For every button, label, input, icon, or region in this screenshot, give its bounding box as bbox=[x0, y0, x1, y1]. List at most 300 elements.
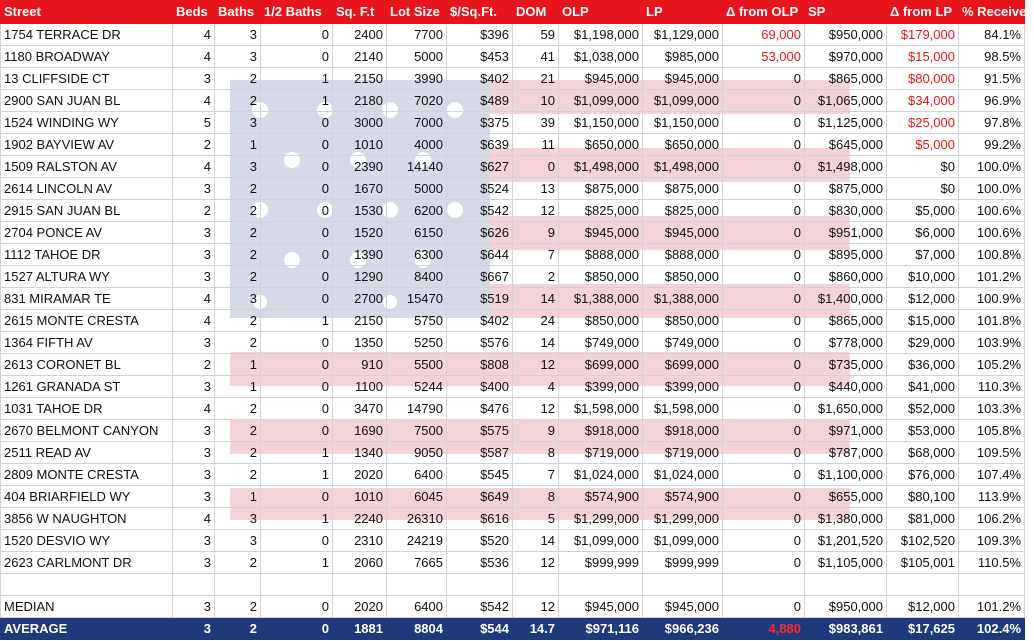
cell-street[interactable]: 1520 DESVIO WY bbox=[1, 530, 173, 552]
cell-sp[interactable]: $1,650,000 bbox=[805, 398, 887, 420]
cell-beds[interactable]: 4 bbox=[173, 90, 215, 112]
cell-half-baths[interactable]: 0 bbox=[261, 332, 333, 354]
cell-sqft[interactable]: 2060 bbox=[333, 552, 387, 574]
empty-cell[interactable] bbox=[723, 574, 805, 596]
cell-lp[interactable]: $999,999 bbox=[643, 552, 723, 574]
header-delta-from-lp[interactable]: Δ from LP bbox=[887, 1, 959, 24]
cell-half-baths[interactable]: 0 bbox=[261, 354, 333, 376]
cell-delta-from-olp[interactable]: 0 bbox=[723, 266, 805, 288]
empty-cell[interactable] bbox=[959, 574, 1025, 596]
cell-half-baths[interactable]: 0 bbox=[261, 266, 333, 288]
cell-olp[interactable]: $1,099,000 bbox=[559, 90, 643, 112]
cell-baths[interactable]: 1 bbox=[215, 486, 261, 508]
header-street[interactable]: Street bbox=[1, 1, 173, 24]
cell-street[interactable]: 1527 ALTURA WY bbox=[1, 266, 173, 288]
cell-beds[interactable]: 3 bbox=[173, 530, 215, 552]
cell-dom[interactable]: 8 bbox=[513, 442, 559, 464]
cell-olp[interactable]: $971,116 bbox=[559, 618, 643, 640]
cell-beds[interactable]: 3 bbox=[173, 244, 215, 266]
header-olp[interactable]: OLP bbox=[559, 1, 643, 24]
cell-sqft[interactable]: 1290 bbox=[333, 266, 387, 288]
cell-lp[interactable]: $399,000 bbox=[643, 376, 723, 398]
cell-delta-from-lp[interactable]: $7,000 bbox=[887, 244, 959, 266]
cell-baths[interactable]: 2 bbox=[215, 178, 261, 200]
cell-beds[interactable]: 4 bbox=[173, 24, 215, 46]
cell-lp[interactable]: $850,000 bbox=[643, 310, 723, 332]
cell-price-per-sqft[interactable]: $626 bbox=[447, 222, 513, 244]
cell-sqft[interactable]: 1530 bbox=[333, 200, 387, 222]
cell-olp[interactable]: $1,024,000 bbox=[559, 464, 643, 486]
cell-percent-received[interactable]: 100.8% bbox=[959, 244, 1025, 266]
cell-lp[interactable]: $1,150,000 bbox=[643, 112, 723, 134]
cell-beds[interactable]: 3 bbox=[173, 68, 215, 90]
cell-sp[interactable]: $1,105,000 bbox=[805, 552, 887, 574]
cell-half-baths[interactable]: 0 bbox=[261, 244, 333, 266]
cell-baths[interactable]: 2 bbox=[215, 552, 261, 574]
cell-price-per-sqft[interactable]: $400 bbox=[447, 376, 513, 398]
cell-baths[interactable]: 3 bbox=[215, 288, 261, 310]
header-price-per-sqft[interactable]: $/Sq.Ft. bbox=[447, 1, 513, 24]
cell-dom[interactable]: 14 bbox=[513, 288, 559, 310]
cell-baths[interactable]: 2 bbox=[215, 420, 261, 442]
cell-sqft[interactable]: 910 bbox=[333, 354, 387, 376]
cell-beds[interactable]: 3 bbox=[173, 332, 215, 354]
cell-baths[interactable]: 3 bbox=[215, 46, 261, 68]
cell-delta-from-olp[interactable]: 0 bbox=[723, 486, 805, 508]
cell-sp[interactable]: $735,000 bbox=[805, 354, 887, 376]
cell-percent-received[interactable]: 103.3% bbox=[959, 398, 1025, 420]
cell-delta-from-olp[interactable]: 0 bbox=[723, 90, 805, 112]
cell-street[interactable]: 1031 TAHOE DR bbox=[1, 398, 173, 420]
cell-sqft[interactable]: 1340 bbox=[333, 442, 387, 464]
cell-lp[interactable]: $888,000 bbox=[643, 244, 723, 266]
cell-street[interactable]: 13 CLIFFSIDE CT bbox=[1, 68, 173, 90]
cell-delta-from-lp[interactable]: $179,000 bbox=[887, 24, 959, 46]
cell-delta-from-lp[interactable]: $12,000 bbox=[887, 288, 959, 310]
header-delta-from-olp[interactable]: Δ from OLP bbox=[723, 1, 805, 24]
cell-olp[interactable]: $699,000 bbox=[559, 354, 643, 376]
cell-olp[interactable]: $1,388,000 bbox=[559, 288, 643, 310]
cell-percent-received[interactable]: 102.4% bbox=[959, 618, 1025, 640]
cell-sp[interactable]: $895,000 bbox=[805, 244, 887, 266]
cell-olp[interactable]: $1,038,000 bbox=[559, 46, 643, 68]
cell-half-baths[interactable]: 1 bbox=[261, 508, 333, 530]
cell-lot-size[interactable]: 6300 bbox=[387, 244, 447, 266]
cell-olp[interactable]: $650,000 bbox=[559, 134, 643, 156]
cell-baths[interactable]: 1 bbox=[215, 354, 261, 376]
cell-delta-from-lp[interactable]: $80,100 bbox=[887, 486, 959, 508]
cell-lot-size[interactable]: 5500 bbox=[387, 354, 447, 376]
cell-lp[interactable]: $699,000 bbox=[643, 354, 723, 376]
cell-delta-from-olp[interactable]: 0 bbox=[723, 464, 805, 486]
cell-beds[interactable]: 3 bbox=[173, 552, 215, 574]
cell-olp[interactable]: $945,000 bbox=[559, 596, 643, 618]
cell-half-baths[interactable]: 0 bbox=[261, 376, 333, 398]
cell-sp[interactable]: $950,000 bbox=[805, 24, 887, 46]
cell-sqft[interactable]: 3000 bbox=[333, 112, 387, 134]
cell-sqft[interactable]: 2140 bbox=[333, 46, 387, 68]
cell-dom[interactable]: 0 bbox=[513, 156, 559, 178]
empty-cell[interactable] bbox=[559, 574, 643, 596]
cell-sqft[interactable]: 2150 bbox=[333, 310, 387, 332]
cell-delta-from-olp[interactable]: 0 bbox=[723, 134, 805, 156]
cell-lp[interactable]: $1,498,000 bbox=[643, 156, 723, 178]
cell-lot-size[interactable]: 6045 bbox=[387, 486, 447, 508]
cell-percent-received[interactable]: 97.8% bbox=[959, 112, 1025, 134]
cell-half-baths[interactable]: 1 bbox=[261, 552, 333, 574]
cell-sqft[interactable]: 2310 bbox=[333, 530, 387, 552]
cell-lot-size[interactable]: 4000 bbox=[387, 134, 447, 156]
cell-half-baths[interactable]: 0 bbox=[261, 200, 333, 222]
cell-sp[interactable]: $875,000 bbox=[805, 178, 887, 200]
header-sqft[interactable]: Sq. F.t bbox=[333, 1, 387, 24]
cell-price-per-sqft[interactable]: $587 bbox=[447, 442, 513, 464]
cell-beds[interactable]: 5 bbox=[173, 112, 215, 134]
cell-delta-from-lp[interactable]: $76,000 bbox=[887, 464, 959, 486]
cell-beds[interactable]: 4 bbox=[173, 288, 215, 310]
cell-delta-from-lp[interactable]: $10,000 bbox=[887, 266, 959, 288]
cell-delta-from-olp[interactable]: 0 bbox=[723, 442, 805, 464]
cell-delta-from-olp[interactable]: 0 bbox=[723, 244, 805, 266]
cell-percent-received[interactable]: 113.9% bbox=[959, 486, 1025, 508]
cell-beds[interactable]: 4 bbox=[173, 156, 215, 178]
cell-price-per-sqft[interactable]: $453 bbox=[447, 46, 513, 68]
cell-delta-from-olp[interactable]: 0 bbox=[723, 178, 805, 200]
cell-olp[interactable]: $945,000 bbox=[559, 68, 643, 90]
cell-lot-size[interactable]: 6400 bbox=[387, 464, 447, 486]
cell-delta-from-olp[interactable]: 0 bbox=[723, 420, 805, 442]
cell-percent-received[interactable]: 106.2% bbox=[959, 508, 1025, 530]
cell-percent-received[interactable]: 101.8% bbox=[959, 310, 1025, 332]
cell-delta-from-olp[interactable]: 0 bbox=[723, 222, 805, 244]
cell-half-baths[interactable]: 1 bbox=[261, 464, 333, 486]
cell-lp[interactable]: $749,000 bbox=[643, 332, 723, 354]
cell-sqft[interactable]: 2020 bbox=[333, 464, 387, 486]
cell-delta-from-lp[interactable]: $0 bbox=[887, 178, 959, 200]
cell-price-per-sqft[interactable]: $639 bbox=[447, 134, 513, 156]
cell-delta-from-lp[interactable]: $52,000 bbox=[887, 398, 959, 420]
cell-beds[interactable]: 3 bbox=[173, 178, 215, 200]
cell-dom[interactable]: 41 bbox=[513, 46, 559, 68]
cell-sqft[interactable]: 1690 bbox=[333, 420, 387, 442]
cell-delta-from-olp[interactable]: 69,000 bbox=[723, 24, 805, 46]
cell-street[interactable]: 831 MIRAMAR TE bbox=[1, 288, 173, 310]
cell-baths[interactable]: 2 bbox=[215, 596, 261, 618]
cell-half-baths[interactable]: 1 bbox=[261, 90, 333, 112]
cell-percent-received[interactable]: 84.1% bbox=[959, 24, 1025, 46]
cell-lp[interactable]: $918,000 bbox=[643, 420, 723, 442]
cell-dom[interactable]: 12 bbox=[513, 354, 559, 376]
cell-lot-size[interactable]: 5750 bbox=[387, 310, 447, 332]
cell-dom[interactable]: 5 bbox=[513, 508, 559, 530]
cell-half-baths[interactable]: 0 bbox=[261, 112, 333, 134]
cell-delta-from-olp[interactable]: 0 bbox=[723, 530, 805, 552]
cell-dom[interactable]: 12 bbox=[513, 398, 559, 420]
empty-cell[interactable] bbox=[215, 574, 261, 596]
cell-olp[interactable]: $1,150,000 bbox=[559, 112, 643, 134]
cell-delta-from-olp[interactable]: 0 bbox=[723, 398, 805, 420]
cell-price-per-sqft[interactable]: $520 bbox=[447, 530, 513, 552]
cell-lot-size[interactable]: 6400 bbox=[387, 596, 447, 618]
cell-delta-from-lp[interactable]: $25,000 bbox=[887, 112, 959, 134]
cell-percent-received[interactable]: 99.2% bbox=[959, 134, 1025, 156]
cell-lot-size[interactable]: 7700 bbox=[387, 24, 447, 46]
cell-lp[interactable]: $1,129,000 bbox=[643, 24, 723, 46]
cell-beds[interactable]: 2 bbox=[173, 200, 215, 222]
cell-price-per-sqft[interactable]: $536 bbox=[447, 552, 513, 574]
cell-delta-from-lp[interactable]: $5,000 bbox=[887, 200, 959, 222]
empty-cell[interactable] bbox=[261, 574, 333, 596]
cell-delta-from-lp[interactable]: $41,000 bbox=[887, 376, 959, 398]
header-beds[interactable]: Beds bbox=[173, 1, 215, 24]
cell-baths[interactable]: 2 bbox=[215, 442, 261, 464]
empty-cell[interactable] bbox=[333, 574, 387, 596]
cell-sqft[interactable]: 1010 bbox=[333, 486, 387, 508]
cell-price-per-sqft[interactable]: $402 bbox=[447, 310, 513, 332]
cell-delta-from-olp[interactable]: 0 bbox=[723, 288, 805, 310]
cell-street[interactable]: 1902 BAYVIEW AV bbox=[1, 134, 173, 156]
cell-baths[interactable]: 2 bbox=[215, 398, 261, 420]
cell-olp[interactable]: $850,000 bbox=[559, 266, 643, 288]
cell-sp[interactable]: $983,861 bbox=[805, 618, 887, 640]
cell-street[interactable]: 2670 BELMONT CANYON bbox=[1, 420, 173, 442]
cell-olp[interactable]: $918,000 bbox=[559, 420, 643, 442]
empty-cell[interactable] bbox=[173, 574, 215, 596]
cell-dom[interactable]: 12 bbox=[513, 200, 559, 222]
cell-price-per-sqft[interactable]: $627 bbox=[447, 156, 513, 178]
cell-sp[interactable]: $865,000 bbox=[805, 68, 887, 90]
cell-lot-size[interactable]: 7020 bbox=[387, 90, 447, 112]
cell-delta-from-olp[interactable]: 0 bbox=[723, 376, 805, 398]
cell-lp[interactable]: $985,000 bbox=[643, 46, 723, 68]
cell-olp[interactable]: $875,000 bbox=[559, 178, 643, 200]
cell-lp[interactable]: $1,099,000 bbox=[643, 90, 723, 112]
cell-sqft[interactable]: 3470 bbox=[333, 398, 387, 420]
cell-price-per-sqft[interactable]: $545 bbox=[447, 464, 513, 486]
cell-dom[interactable]: 12 bbox=[513, 596, 559, 618]
cell-baths[interactable]: 2 bbox=[215, 266, 261, 288]
cell-price-per-sqft[interactable]: $649 bbox=[447, 486, 513, 508]
cell-lp[interactable]: $1,099,000 bbox=[643, 530, 723, 552]
cell-baths[interactable]: 3 bbox=[215, 530, 261, 552]
cell-lot-size[interactable]: 7000 bbox=[387, 112, 447, 134]
cell-lot-size[interactable]: 6200 bbox=[387, 200, 447, 222]
cell-dom[interactable]: 21 bbox=[513, 68, 559, 90]
cell-baths[interactable]: 2 bbox=[215, 310, 261, 332]
cell-price-per-sqft[interactable]: $402 bbox=[447, 68, 513, 90]
header-percent-received[interactable]: % Received bbox=[959, 1, 1025, 24]
cell-lp[interactable]: $719,000 bbox=[643, 442, 723, 464]
cell-percent-received[interactable]: 100.9% bbox=[959, 288, 1025, 310]
cell-dom[interactable]: 12 bbox=[513, 552, 559, 574]
cell-percent-received[interactable]: 105.2% bbox=[959, 354, 1025, 376]
cell-sqft[interactable]: 1881 bbox=[333, 618, 387, 640]
cell-dom[interactable]: 59 bbox=[513, 24, 559, 46]
cell-lot-size[interactable]: 5250 bbox=[387, 332, 447, 354]
cell-olp[interactable]: $850,000 bbox=[559, 310, 643, 332]
cell-dom[interactable]: 13 bbox=[513, 178, 559, 200]
cell-half-baths[interactable]: 0 bbox=[261, 134, 333, 156]
cell-lp[interactable]: $945,000 bbox=[643, 68, 723, 90]
cell-percent-received[interactable]: 110.5% bbox=[959, 552, 1025, 574]
cell-half-baths[interactable]: 0 bbox=[261, 178, 333, 200]
cell-half-baths[interactable]: 1 bbox=[261, 68, 333, 90]
cell-baths[interactable]: 2 bbox=[215, 618, 261, 640]
cell-street[interactable]: 1261 GRANADA ST bbox=[1, 376, 173, 398]
cell-beds[interactable]: 3 bbox=[173, 486, 215, 508]
cell-half-baths[interactable]: 0 bbox=[261, 596, 333, 618]
cell-baths[interactable]: 3 bbox=[215, 156, 261, 178]
cell-percent-received[interactable]: 96.9% bbox=[959, 90, 1025, 112]
cell-lot-size[interactable]: 8804 bbox=[387, 618, 447, 640]
cell-delta-from-olp[interactable]: 0 bbox=[723, 310, 805, 332]
cell-delta-from-olp[interactable]: 53,000 bbox=[723, 46, 805, 68]
cell-delta-from-lp[interactable]: $81,000 bbox=[887, 508, 959, 530]
cell-sp[interactable]: $830,000 bbox=[805, 200, 887, 222]
cell-dom[interactable]: 14.7 bbox=[513, 618, 559, 640]
cell-delta-from-lp[interactable]: $105,001 bbox=[887, 552, 959, 574]
cell-delta-from-lp[interactable]: $12,000 bbox=[887, 596, 959, 618]
header-lp[interactable]: LP bbox=[643, 1, 723, 24]
cell-half-baths[interactable]: 0 bbox=[261, 420, 333, 442]
cell-olp[interactable]: $945,000 bbox=[559, 222, 643, 244]
cell-dom[interactable]: 11 bbox=[513, 134, 559, 156]
cell-olp[interactable]: $719,000 bbox=[559, 442, 643, 464]
cell-percent-received[interactable]: 91.5% bbox=[959, 68, 1025, 90]
cell-beds[interactable]: 3 bbox=[173, 222, 215, 244]
cell-baths[interactable]: 2 bbox=[215, 244, 261, 266]
cell-percent-received[interactable]: 101.2% bbox=[959, 266, 1025, 288]
cell-dom[interactable]: 7 bbox=[513, 244, 559, 266]
cell-lot-size[interactable]: 5000 bbox=[387, 178, 447, 200]
cell-lp[interactable]: $875,000 bbox=[643, 178, 723, 200]
cell-beds[interactable]: 4 bbox=[173, 508, 215, 530]
cell-half-baths[interactable]: 1 bbox=[261, 442, 333, 464]
cell-street[interactable]: 2614 LINCOLN AV bbox=[1, 178, 173, 200]
cell-beds[interactable]: 3 bbox=[173, 596, 215, 618]
cell-half-baths[interactable]: 0 bbox=[261, 618, 333, 640]
cell-lp[interactable]: $1,299,000 bbox=[643, 508, 723, 530]
cell-baths[interactable]: 1 bbox=[215, 376, 261, 398]
cell-sqft[interactable]: 2390 bbox=[333, 156, 387, 178]
cell-sp[interactable]: $1,065,000 bbox=[805, 90, 887, 112]
cell-sqft[interactable]: 1670 bbox=[333, 178, 387, 200]
cell-dom[interactable]: 14 bbox=[513, 530, 559, 552]
cell-half-baths[interactable]: 0 bbox=[261, 288, 333, 310]
cell-baths[interactable]: 2 bbox=[215, 90, 261, 112]
cell-dom[interactable]: 7 bbox=[513, 464, 559, 486]
cell-percent-received[interactable]: 105.8% bbox=[959, 420, 1025, 442]
cell-lp[interactable]: $1,024,000 bbox=[643, 464, 723, 486]
cell-lot-size[interactable]: 14140 bbox=[387, 156, 447, 178]
cell-beds[interactable]: 4 bbox=[173, 398, 215, 420]
cell-lp[interactable]: $850,000 bbox=[643, 266, 723, 288]
cell-olp[interactable]: $888,000 bbox=[559, 244, 643, 266]
cell-beds[interactable]: 4 bbox=[173, 46, 215, 68]
cell-dom[interactable]: 9 bbox=[513, 222, 559, 244]
cell-street[interactable]: 2623 CARLMONT DR bbox=[1, 552, 173, 574]
cell-street[interactable]: 2704 PONCE AV bbox=[1, 222, 173, 244]
cell-street[interactable]: 2613 CORONET BL bbox=[1, 354, 173, 376]
cell-percent-received[interactable]: 109.5% bbox=[959, 442, 1025, 464]
header-baths[interactable]: Baths bbox=[215, 1, 261, 24]
cell-half-baths[interactable]: 0 bbox=[261, 24, 333, 46]
cell-lot-size[interactable]: 24219 bbox=[387, 530, 447, 552]
cell-percent-received[interactable]: 100.6% bbox=[959, 222, 1025, 244]
cell-olp[interactable]: $399,000 bbox=[559, 376, 643, 398]
cell-lot-size[interactable]: 7665 bbox=[387, 552, 447, 574]
cell-sp[interactable]: $971,000 bbox=[805, 420, 887, 442]
cell-lot-size[interactable]: 7500 bbox=[387, 420, 447, 442]
cell-baths[interactable]: 3 bbox=[215, 508, 261, 530]
cell-lp[interactable]: $1,598,000 bbox=[643, 398, 723, 420]
cell-lot-size[interactable]: 5244 bbox=[387, 376, 447, 398]
empty-cell[interactable] bbox=[643, 574, 723, 596]
cell-delta-from-lp[interactable]: $15,000 bbox=[887, 310, 959, 332]
cell-street[interactable]: 1180 BROADWAY bbox=[1, 46, 173, 68]
cell-price-per-sqft[interactable]: $808 bbox=[447, 354, 513, 376]
cell-delta-from-olp[interactable]: 4,880 bbox=[723, 618, 805, 640]
cell-half-baths[interactable]: 0 bbox=[261, 530, 333, 552]
cell-sqft[interactable]: 1350 bbox=[333, 332, 387, 354]
cell-lp[interactable]: $650,000 bbox=[643, 134, 723, 156]
cell-street[interactable]: 2615 MONTE CRESTA bbox=[1, 310, 173, 332]
cell-beds[interactable]: 3 bbox=[173, 442, 215, 464]
cell-lp[interactable]: $1,388,000 bbox=[643, 288, 723, 310]
cell-olp[interactable]: $1,598,000 bbox=[559, 398, 643, 420]
cell-delta-from-lp[interactable]: $36,000 bbox=[887, 354, 959, 376]
empty-cell[interactable] bbox=[447, 574, 513, 596]
cell-delta-from-olp[interactable]: 0 bbox=[723, 156, 805, 178]
empty-cell[interactable] bbox=[1, 574, 173, 596]
cell-baths[interactable]: 3 bbox=[215, 24, 261, 46]
cell-street[interactable]: 1524 WINDING WY bbox=[1, 112, 173, 134]
cell-dom[interactable]: 4 bbox=[513, 376, 559, 398]
cell-price-per-sqft[interactable]: $575 bbox=[447, 420, 513, 442]
cell-baths[interactable]: 1 bbox=[215, 134, 261, 156]
cell-half-baths[interactable]: 0 bbox=[261, 46, 333, 68]
cell-beds[interactable]: 2 bbox=[173, 354, 215, 376]
cell-street[interactable]: 1509 RALSTON AV bbox=[1, 156, 173, 178]
cell-delta-from-lp[interactable]: $68,000 bbox=[887, 442, 959, 464]
cell-percent-received[interactable]: 107.4% bbox=[959, 464, 1025, 486]
header-sp[interactable]: SP bbox=[805, 1, 887, 24]
cell-delta-from-olp[interactable]: 0 bbox=[723, 508, 805, 530]
cell-lot-size[interactable]: 15470 bbox=[387, 288, 447, 310]
empty-cell[interactable] bbox=[387, 574, 447, 596]
cell-percent-received[interactable]: 100.0% bbox=[959, 178, 1025, 200]
cell-sqft[interactable]: 2020 bbox=[333, 596, 387, 618]
cell-sqft[interactable]: 1390 bbox=[333, 244, 387, 266]
cell-lp[interactable]: $945,000 bbox=[643, 596, 723, 618]
cell-lot-size[interactable]: 3990 bbox=[387, 68, 447, 90]
cell-delta-from-olp[interactable]: 0 bbox=[723, 354, 805, 376]
cell-lot-size[interactable]: 5000 bbox=[387, 46, 447, 68]
cell-percent-received[interactable]: 101.2% bbox=[959, 596, 1025, 618]
cell-baths[interactable]: 2 bbox=[215, 200, 261, 222]
cell-delta-from-olp[interactable]: 0 bbox=[723, 596, 805, 618]
cell-dom[interactable]: 10 bbox=[513, 90, 559, 112]
cell-olp[interactable]: $1,198,000 bbox=[559, 24, 643, 46]
cell-sqft[interactable]: 1100 bbox=[333, 376, 387, 398]
cell-price-per-sqft[interactable]: $524 bbox=[447, 178, 513, 200]
cell-sqft[interactable]: 2700 bbox=[333, 288, 387, 310]
cell-dom[interactable]: 2 bbox=[513, 266, 559, 288]
cell-sp[interactable]: $645,000 bbox=[805, 134, 887, 156]
cell-percent-received[interactable]: 100.6% bbox=[959, 200, 1025, 222]
cell-percent-received[interactable]: 100.0% bbox=[959, 156, 1025, 178]
cell-sp[interactable]: $1,100,000 bbox=[805, 464, 887, 486]
